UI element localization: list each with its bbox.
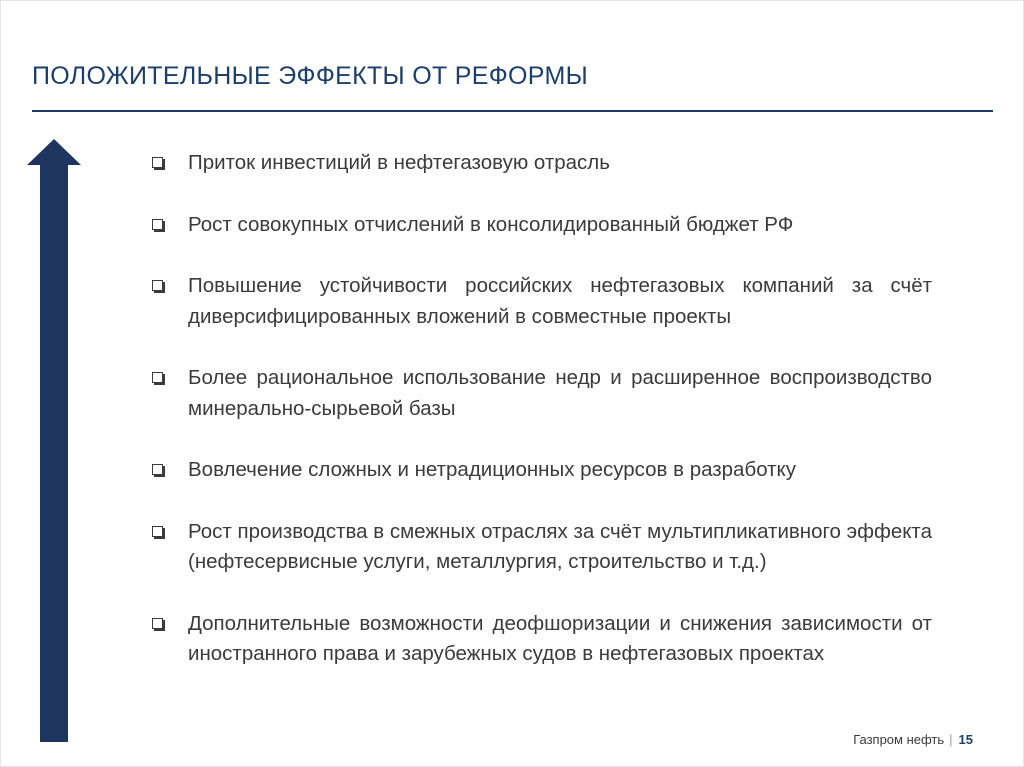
list-item: [152, 210, 932, 241]
effects-list: [152, 148, 932, 670]
list-item-text: Рост производства в смежных отраслях за счёт мультипликативного эффекта (нефтесервисные услуги, металлургия, строительство и т.д.): [188, 519, 932, 573]
checkbox-bullet-icon: [152, 280, 163, 291]
checkbox-bullet-icon: [152, 372, 163, 383]
list-item: [152, 271, 932, 332]
checkbox-bullet-icon: [152, 219, 163, 230]
list-item-text: Рост совокупных отчислений в консолидированный бюджет РФ: [188, 212, 794, 236]
list-item: [152, 363, 932, 424]
list-item-text: Более рациональное использование недр и расширенное воспроизводство минерально-сырьевой базы: [188, 366, 932, 420]
list-item-text: Приток инвестиций в нефтегазовую отрасль: [188, 151, 610, 174]
list-item-text: Дополнительные возможности деофшоризации и снижения зависимости от иностранного права и зарубежных судов в нефтегазовых проектах: [188, 611, 932, 665]
checkbox-bullet-icon: [152, 526, 163, 537]
title-divider: [32, 110, 993, 112]
list-item: [152, 455, 932, 486]
slide-footer: [853, 732, 973, 747]
list-item: [152, 517, 932, 578]
page-number: 15: [958, 732, 973, 747]
checkbox-bullet-icon: [152, 464, 163, 475]
list-item: [152, 148, 932, 179]
company-name: Газпром нефть: [853, 732, 945, 747]
checkbox-bullet-icon: [152, 618, 163, 629]
checkbox-bullet-icon: [152, 157, 163, 168]
footer-separator: |: [949, 732, 953, 747]
list-item-text: Повышение устойчивости российских нефтегазовых компаний за счёт диверсифицированных вложений в совместные проекты: [188, 274, 932, 328]
arrow-up-icon: [27, 139, 81, 742]
list-item: [152, 609, 932, 670]
list-item-text: Вовлечение сложных и нетрадиционных ресурсов в разработку: [188, 458, 796, 481]
slide-title: ПОЛОЖИТЕЛЬНЫЕ ЭФФЕКТЫ ОТ РЕФОРМЫ: [32, 62, 589, 90]
